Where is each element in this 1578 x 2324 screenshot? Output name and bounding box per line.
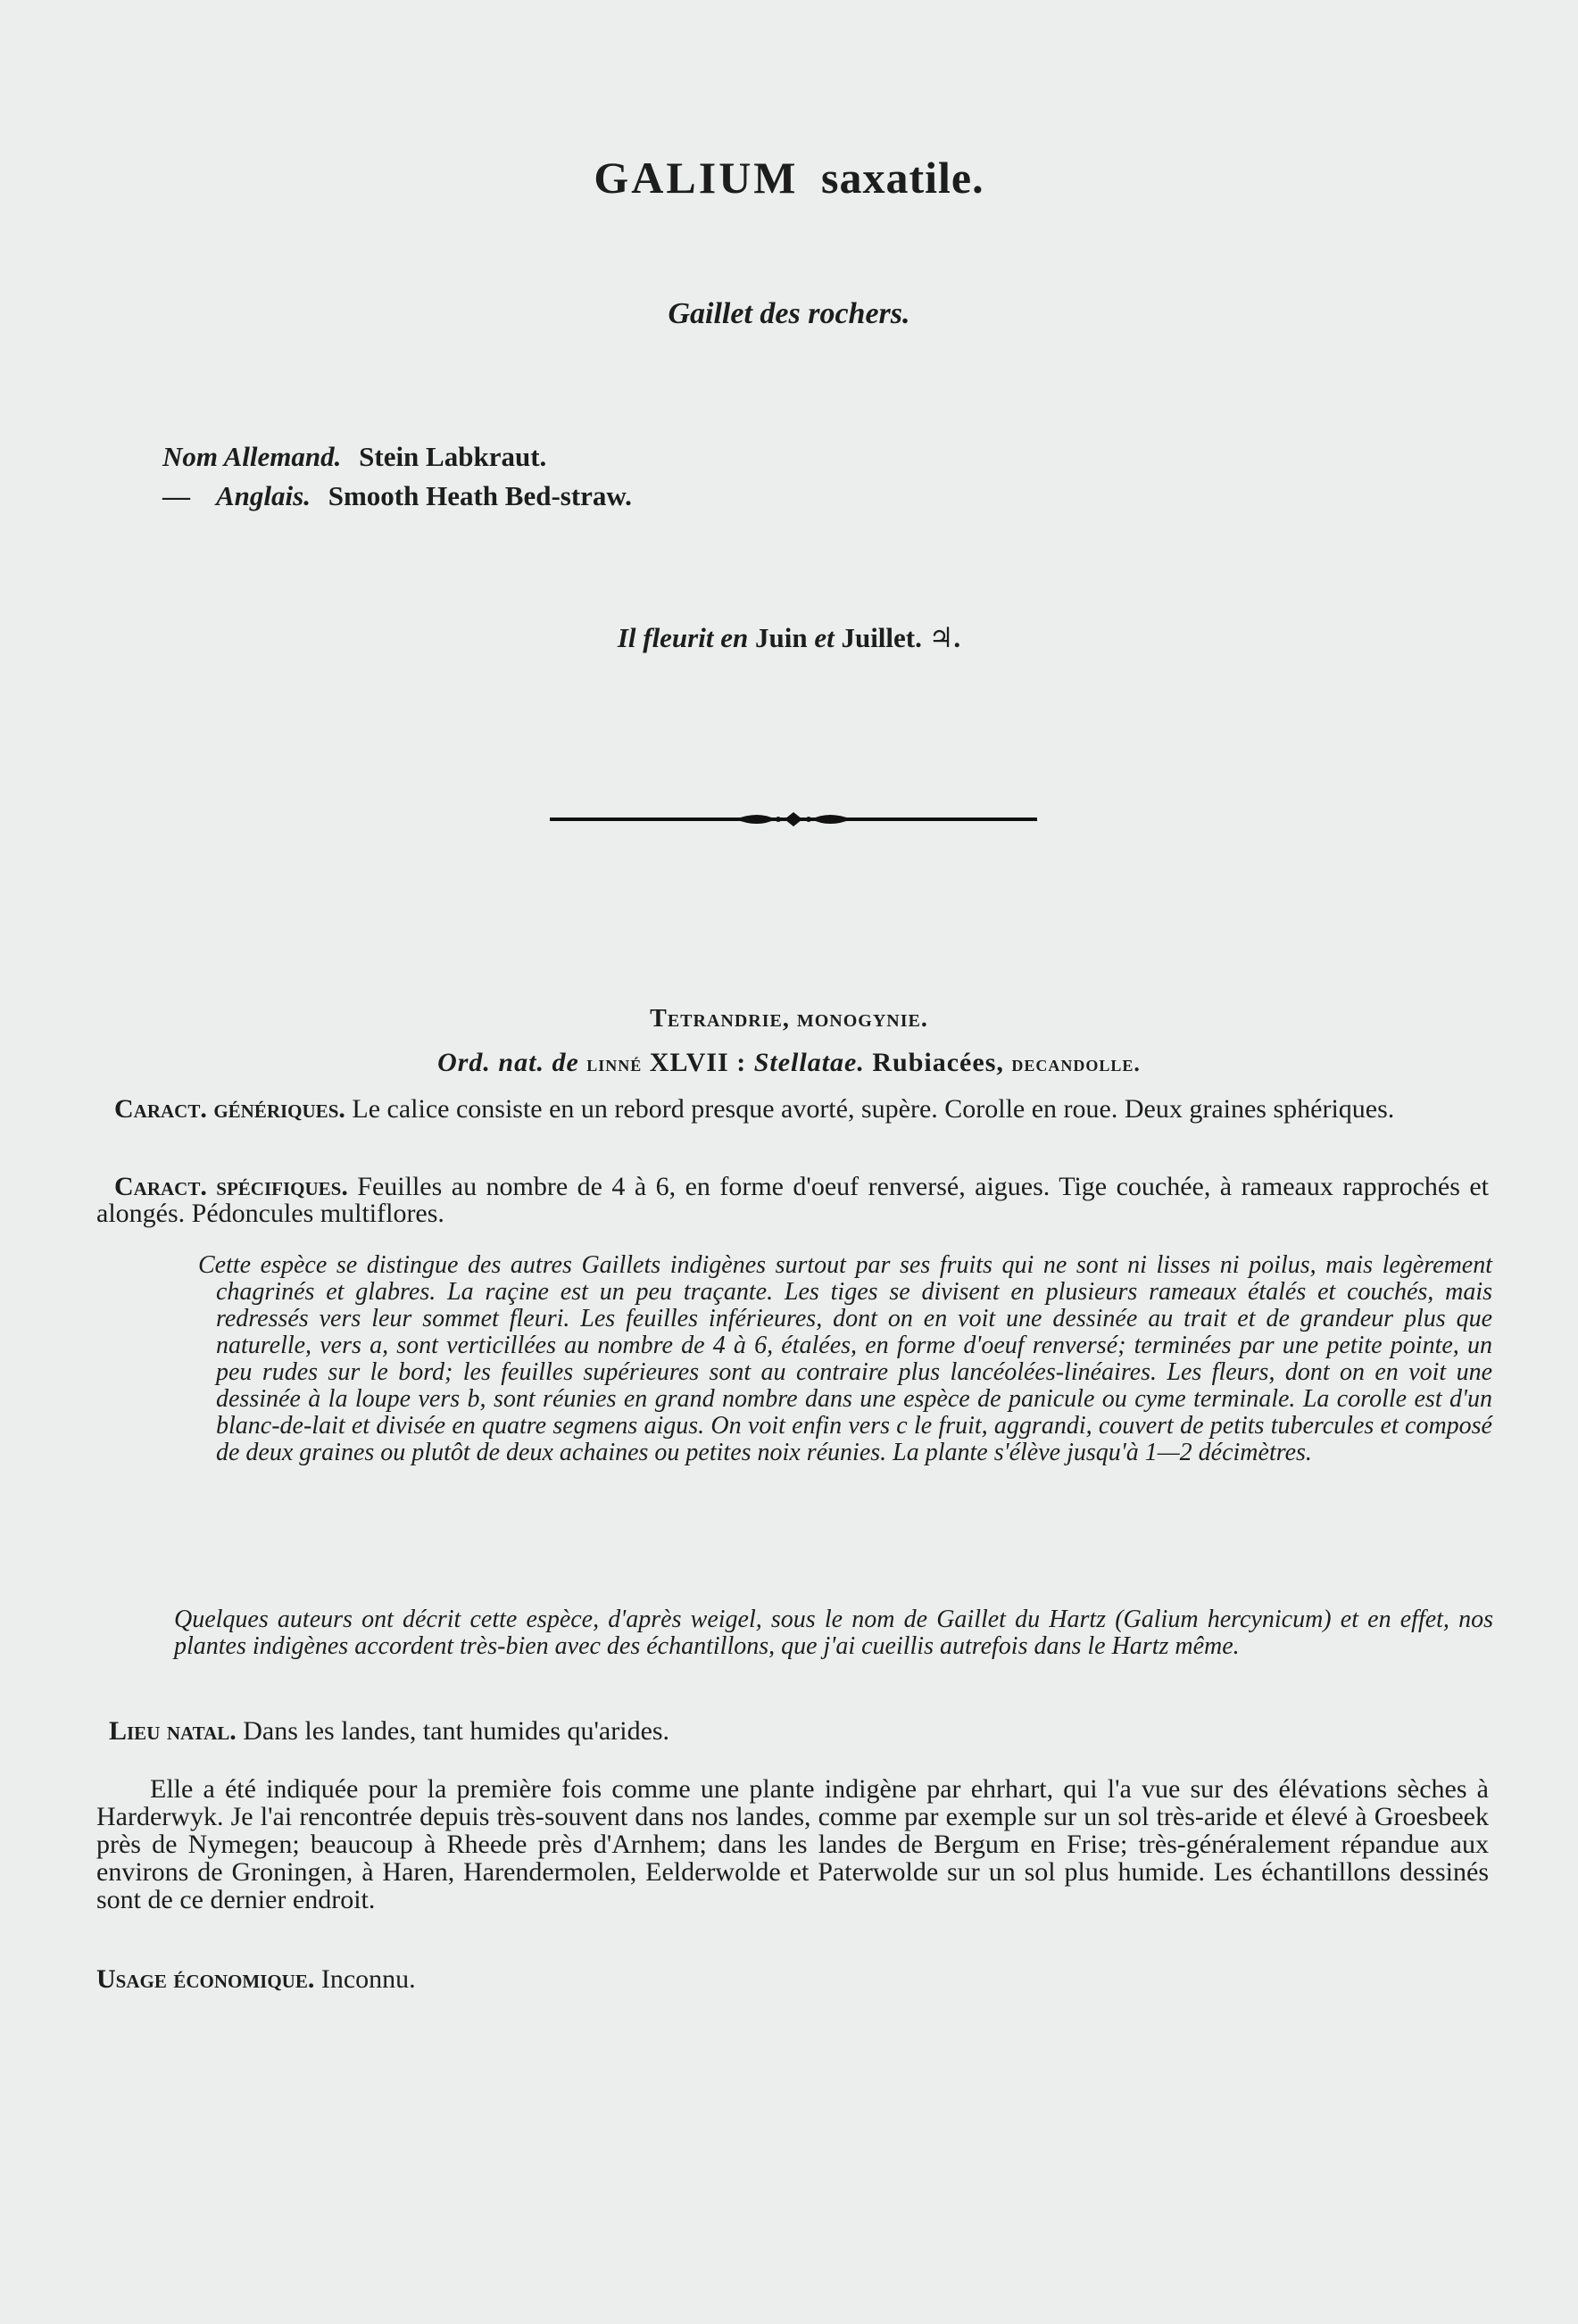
natural-order: [0, 1048, 1578, 1078]
genus-name: GALIUM: [594, 153, 799, 203]
species-description: Cette espèce se distingue des autres Gaillets indigènes surtout par ses fruits qui ne sont ni lisses ni poilus, mais legèrement chagrinés et glabres. La raçine est un peu traçante. Les tiges se divisent en plusieurs rameaux étalés et couchés, mais redressés vers leur sommet fleuri. Les feuilles inférieures, dont on en voit une dessinée au trait et de grandeur plus que naturelle, vers a, sont verticillées au nombre de 4 à 6, étalées, en forme d'oeuf renversé; terminées par une petite pointe, un peu rudes sur le bord; les feuilles supérieures sont au contraire plus lancéolées-linéaires. Les fleurs, dont on en voit une dessinée à la loupe vers b, sont réunies en grand nombre dans une espèce de panicule ou cyme terminale. La corolle est d'un blanc-de-lait et divisée en quatre segmens aigus. On voit enfin vers c le fruit, aggrandi, couvert de petits tubercules et composé de deux graines ou plutôt de deux achaines ou petites noix réunies. La plante s'élève jusqu'à 1—2 décimètres.: [198, 1251, 1492, 1466]
flowering-month-2: Juillet.: [841, 622, 922, 653]
family-rubiacees: Rubiacées,: [872, 1048, 1004, 1077]
species-name: saxatile.: [821, 153, 984, 203]
authors-note: Quelques auteurs ont décrit cette espèce, d'après weigel, sous le nom de Gaillet du Hartz (Galium hercynicum) et en effet, nos plantes indigènes accordent très-bien avec des échantillons, que j'ai cueillis autrefois dans le Hartz même.: [174, 1606, 1493, 1660]
english-name-row: [162, 477, 632, 516]
habitat-heading: Lieu natal.: [109, 1716, 237, 1746]
linnaean-class: Tetrandrie, monogynie.: [650, 1005, 928, 1033]
specific-characters: [96, 1174, 1489, 1227]
ditto-dash: —: [162, 480, 190, 511]
flowering-conjunction: et: [814, 622, 835, 653]
vernacular-names: [162, 437, 632, 516]
order-stellatae: Stellatae.: [753, 1048, 865, 1077]
german-value: Stein Labkraut.: [359, 441, 547, 472]
german-name-row: [162, 437, 632, 477]
generic-heading: Caract. génériques.: [114, 1094, 345, 1124]
specific-text: Feuilles au nombre de 4 à 6, en forme d'oeuf renversé, aigues. Tige couchée, à rameaux rapprochés et alongés. Pédoncules multiflores.: [96, 1172, 1490, 1228]
order-number: XLVII :: [649, 1048, 747, 1077]
english-label: Anglais.: [216, 480, 311, 511]
economic-usage: [96, 1966, 1489, 1993]
usage-heading: Usage économique.: [96, 1964, 315, 1994]
generic-characters: [96, 1096, 1489, 1123]
flowering-time: [0, 622, 1578, 654]
common-name: Gaillet des rochers.: [668, 297, 910, 330]
usage-text: Inconnu.: [320, 1964, 416, 1994]
generic-text: Le calice consiste en un rebord presque avorté, supère. Corolle en roue. Deux graines sphériques.: [352, 1094, 1395, 1124]
flowering-month-1: Juin: [754, 622, 808, 653]
english-value: Smooth Heath Bed-straw.: [328, 480, 632, 511]
author-decandolle: decandolle.: [1011, 1050, 1141, 1076]
german-label: Nom Allemand.: [162, 441, 342, 472]
page-title: [0, 152, 1578, 203]
flowering-prefix: Il fleurit en: [617, 622, 749, 653]
specific-heading: Caract. spécifiques.: [114, 1172, 348, 1201]
habitat: [96, 1718, 1489, 1745]
ornamental-divider-icon: [548, 803, 1039, 835]
perennial-symbol: ♃.: [928, 622, 961, 653]
localities: Elle a été indiquée pour la première fois comme une plante indigène par ehrhart, qui l'a vue sur des élévations sèches à Harderwyk. Je l'ai rencontrée depuis très-souvent dans nos landes, comme par exemple sur un sol très-aride et élevé à Groesbeek près de Nymegen; beaucoup à Rheede près d'Arnhem; dans les landes de Bergum en Frise; très-généralement répandue aux environs de Groningen, à Haren, Harendermolen, Eelderwolde et Paterwolde sur un sol plus humide. Les échantillons dessinés sont de ce dernier endroit.: [96, 1774, 1489, 1914]
order-prefix: Ord. nat. de: [437, 1048, 579, 1077]
habitat-text: Dans les landes, tant humides qu'arides.: [243, 1716, 670, 1746]
author-linne: linné: [586, 1050, 643, 1076]
